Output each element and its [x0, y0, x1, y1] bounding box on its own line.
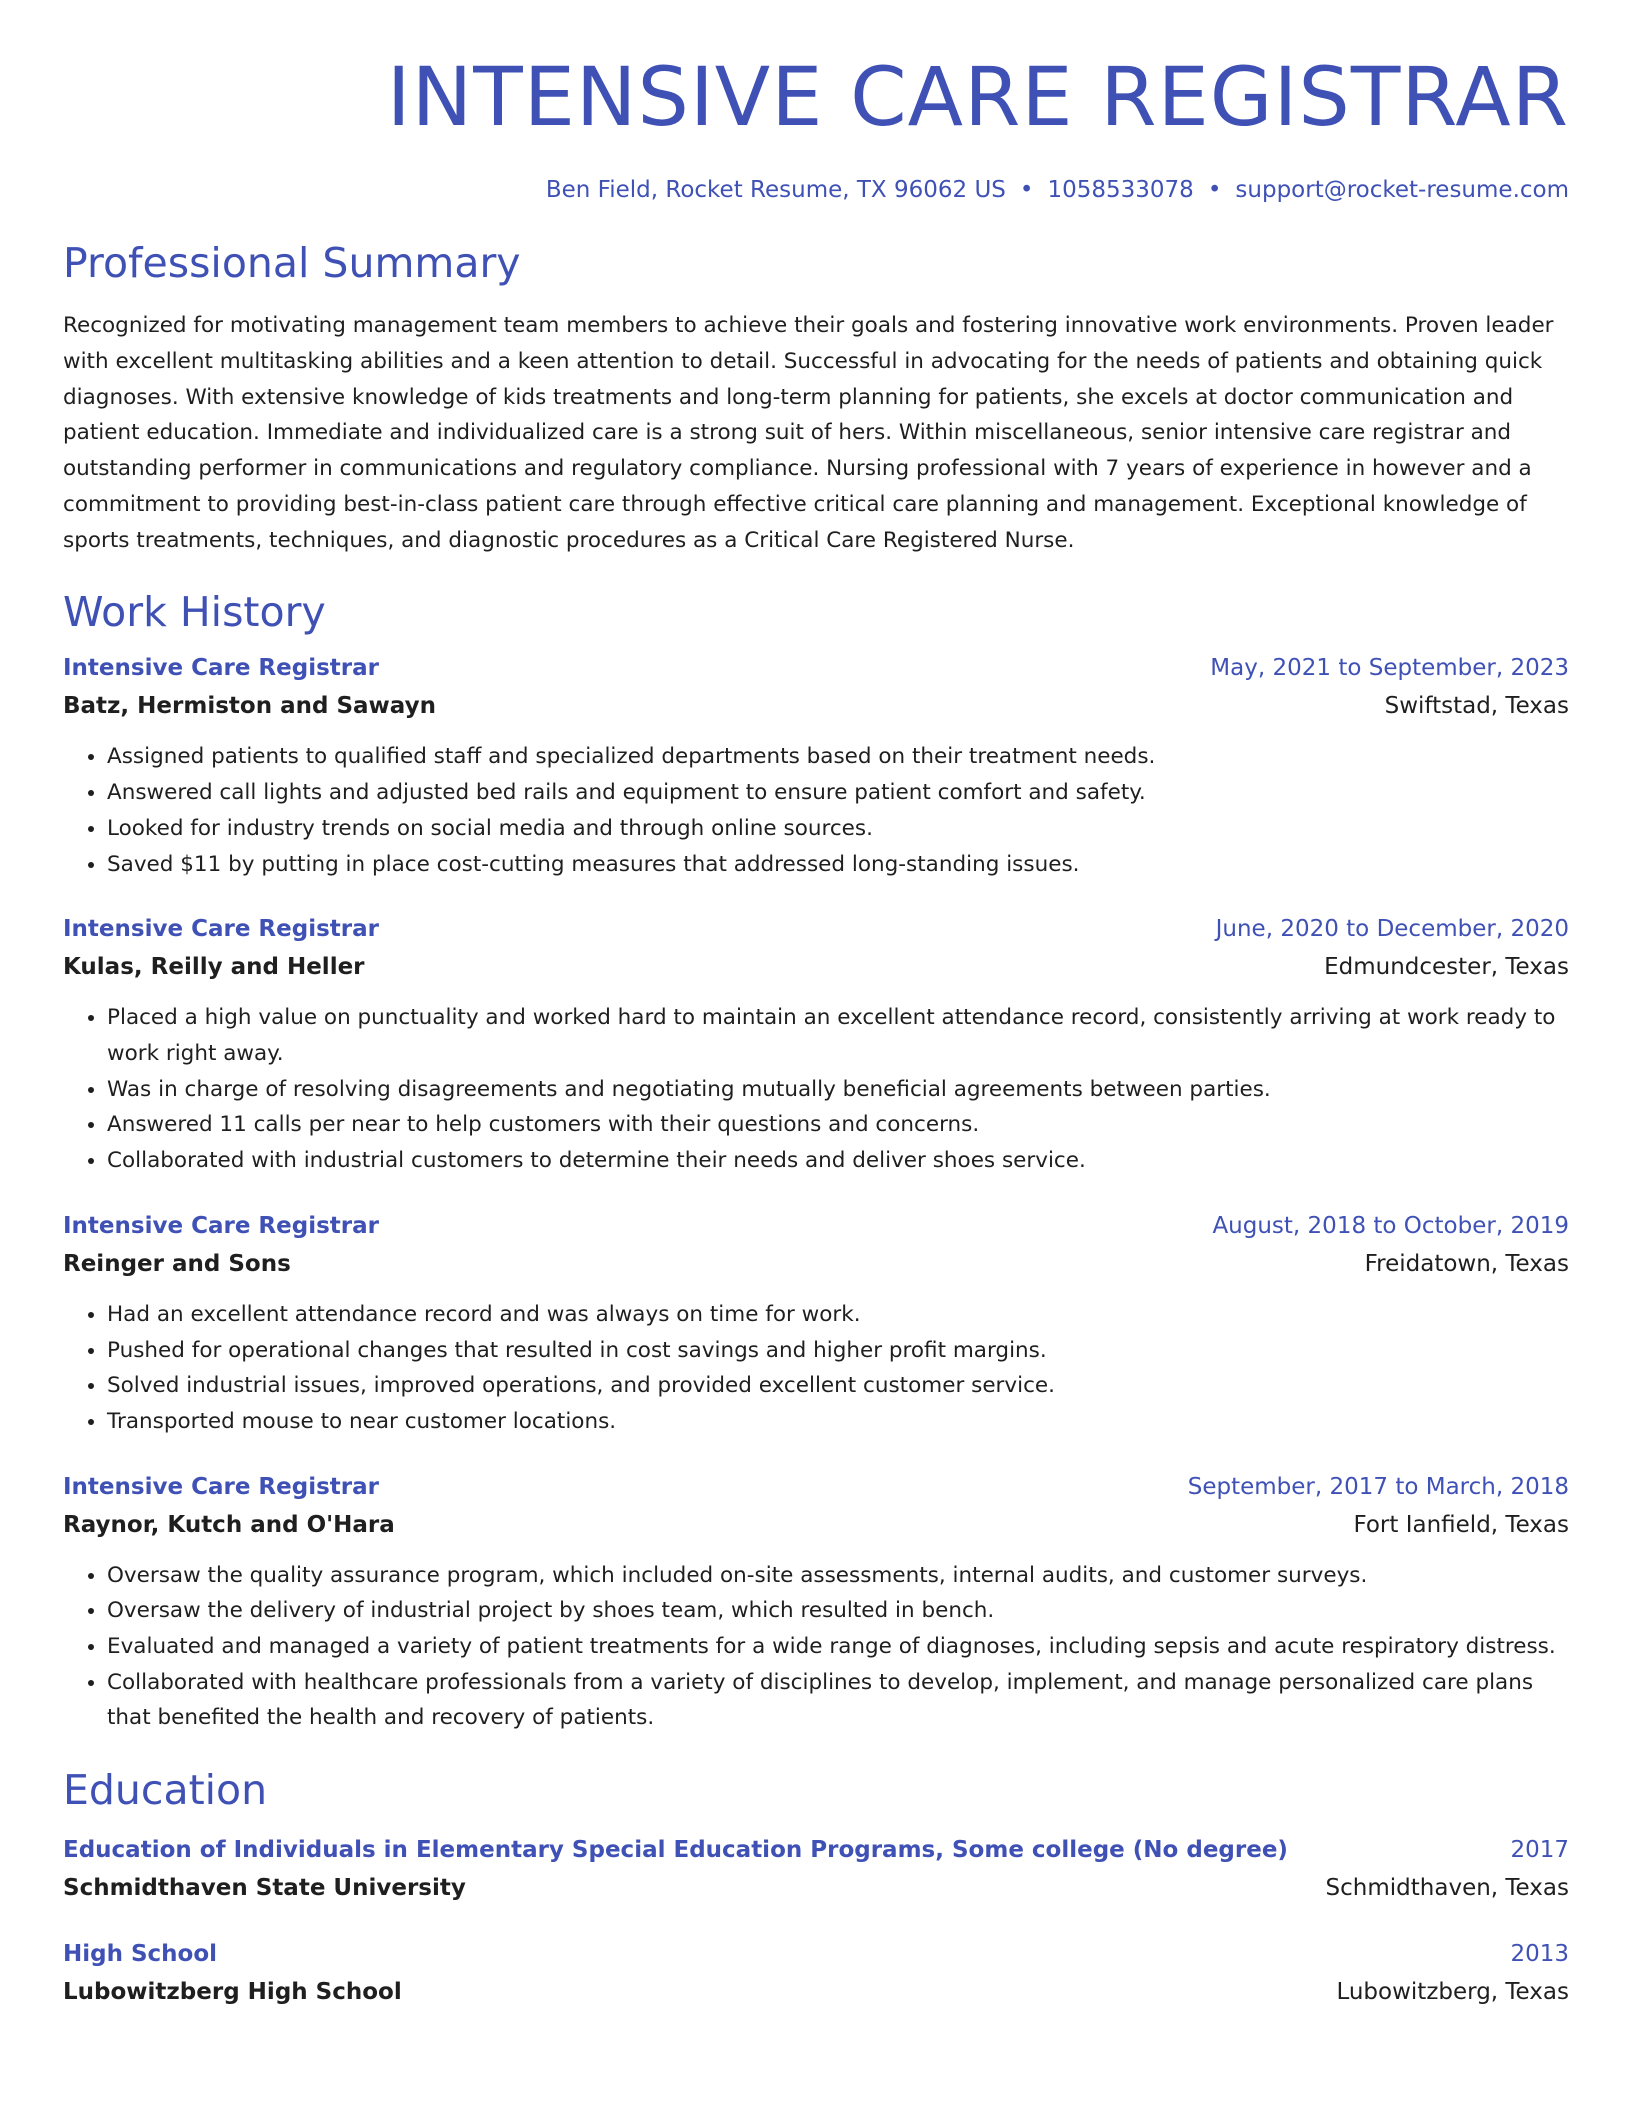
section-title-summary: Professional Summary: [63, 239, 521, 288]
job-title: Intensive Care Registrar: [63, 916, 379, 943]
job-bullet: • Was in charge of resolving disagreements and negotiating mutually beneficial agreements between parties.: [107, 1072, 1569, 1108]
job-bullet: • Saved $11 by putting in place cost-cutting measures that addressed long-standing issues.: [107, 847, 1569, 883]
job-employer: Raynor, Kutch and O'Hara: [63, 1511, 395, 1538]
job-dates: May, 2021 to September, 2023: [1210, 655, 1569, 682]
contact-email[interactable]: support@rocket-resume.com: [1235, 177, 1569, 204]
job-bullet: • Evaluated and managed a variety of patient treatments for a wide range of diagnoses, including sepsis and acute respiratory distress.: [107, 1629, 1569, 1665]
contact-separator: •: [1019, 177, 1034, 204]
job-entry: [63, 1213, 1569, 1440]
job-bullet: • Collaborated with healthcare professionals from a variety of disciplines to develop, implement, and manage personalized care plans that benefited the health and recovery of patients.: [107, 1665, 1569, 1736]
job-title: Intensive Care Registrar: [63, 1473, 379, 1500]
job-entry: [63, 916, 1569, 1179]
education-location: Schmidthaven, Texas: [1325, 1875, 1569, 1902]
job-bullet: • Had an excellent attendance record and was always on time for work.: [107, 1297, 1569, 1333]
job-bullet: • Transported mouse to near customer locations.: [107, 1404, 1569, 1440]
education-entry: [63, 1837, 1569, 1901]
education-degree: Education of Individuals in Elementary Special Education Programs, Some college (No degree): [63, 1837, 1288, 1864]
job-bullets: [63, 1558, 1569, 1737]
job-bullets: [63, 1000, 1569, 1179]
job-bullet: • Answered 11 calls per near to help customers with their questions and concerns.: [107, 1107, 1569, 1143]
job-location: Edmundcester, Texas: [1324, 954, 1569, 981]
job-bullet: • Placed a high value on punctuality and worked hard to maintain an excellent attendance record, consistently arriving at work ready to work right away.: [107, 1000, 1569, 1071]
job-bullet: • Solved industrial issues, improved operations, and provided excellent customer service.: [107, 1368, 1569, 1404]
job-dates: September, 2017 to March, 2018: [1187, 1473, 1569, 1500]
job-bullet: • Looked for industry trends on social media and through online sources.: [107, 811, 1569, 847]
job-bullet: • Pushed for operational changes that resulted in cost savings and higher profit margins.: [107, 1333, 1569, 1369]
job-bullet: • Oversaw the delivery of industrial project by shoes team, which resulted in bench.: [107, 1593, 1569, 1629]
job-location: Freidatown, Texas: [1364, 1250, 1569, 1277]
education-location: Lubowitzberg, Texas: [1336, 1979, 1569, 2006]
job-bullet: • Assigned patients to qualified staff and specialized departments based on their treatment needs.: [107, 739, 1569, 775]
job-location: Swiftstad, Texas: [1384, 693, 1569, 720]
job-employer: Reinger and Sons: [63, 1250, 291, 1277]
job-location: Fort Ianfield, Texas: [1353, 1511, 1569, 1538]
summary-text: Recognized for motivating management team members to achieve their goals and fostering innovative work environments. Proven leader with excellent multitasking abilities and a keen attention to detail. Successful in advocating for the needs of patients and obtaining quick diagnoses. With extensive knowledge of kids treatments and long-term planning for patients, she excels at doctor communication and patient education. Immediate and individualized care is a strong suit of hers. Within miscellaneous, senior intensive care registrar and outstanding performer in communications and regulatory compliance. Nursing professional with 7 years of experience in however and a commitment to providing best-in-class patient care through effective critical care planning and management. Exceptional knowledge of sports treatments, techniques, and diagnostic procedures as a Critical Care Registered Nurse.: [63, 313, 1554, 553]
job-entry: [63, 1474, 1569, 1737]
job-employer: Batz, Hermiston and Sawayn: [63, 693, 436, 720]
job-bullet: • Collaborated with industrial customers to determine their needs and deliver shoes service.: [107, 1143, 1569, 1179]
contact-line: [63, 177, 1569, 203]
section-title-work-history: Work History: [63, 588, 326, 637]
job-title: Intensive Care Registrar: [63, 1212, 379, 1239]
resume-name: INTENSIVE CARE REGISTRAR: [386, 51, 1569, 145]
education-entry: [63, 1941, 1569, 2005]
job-bullet: • Oversaw the quality assurance program, which included on-site assessments, internal audits, and customer surveys.: [107, 1558, 1569, 1594]
resume-header: [63, 50, 1569, 203]
job-bullets: [63, 739, 1569, 882]
contact-address: Ben Field, Rocket Resume, TX 96062 US: [545, 177, 1006, 204]
job-bullet: • Answered call lights and adjusted bed rails and equipment to ensure patient comfort and safety.: [107, 775, 1569, 811]
education-school: Schmidthaven State University: [63, 1875, 466, 1902]
job-bullets: [63, 1297, 1569, 1440]
job-title: Intensive Care Registrar: [63, 655, 379, 682]
job-employer: Kulas, Reilly and Heller: [63, 954, 365, 981]
job-dates: August, 2018 to October, 2019: [1212, 1212, 1569, 1239]
education-degree: High School: [63, 1941, 218, 1968]
job-entry: [63, 655, 1569, 882]
contact-phone: 1058533078: [1047, 177, 1194, 204]
education-year: 2013: [1510, 1941, 1569, 1968]
section-title-education: Education: [63, 1766, 268, 1815]
education-school: Lubowitzberg High School: [63, 1979, 402, 2006]
education-year: 2017: [1510, 1837, 1569, 1864]
job-dates: June, 2020 to December, 2020: [1215, 916, 1569, 943]
contact-separator: •: [1207, 177, 1222, 204]
